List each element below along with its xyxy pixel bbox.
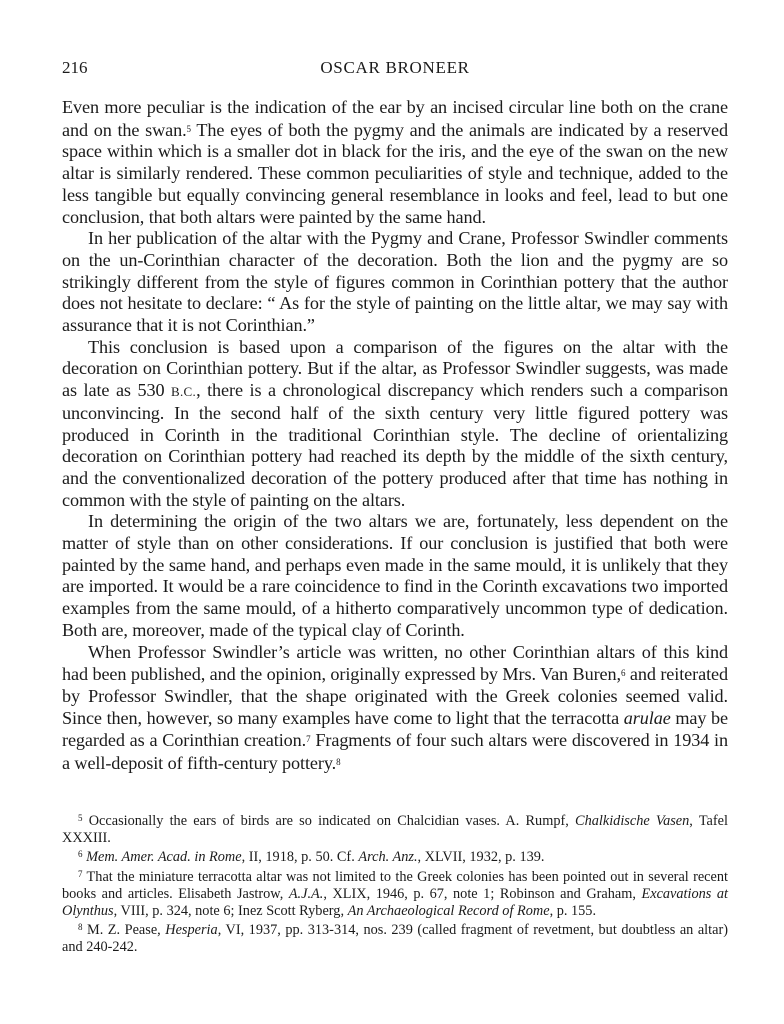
page-number: 216 (62, 58, 88, 77)
footnote-number: 8 (78, 922, 83, 933)
footnote-text: That the miniature terracotta altar was not limited to the Greek colonies has been pointed out in several recent books and articles. Elisabeth Jastrow, (62, 869, 728, 902)
footnote-number: 6 (78, 849, 83, 860)
footnote-8 (62, 919, 728, 955)
footnote-italic: A.J.A. (288, 885, 324, 902)
footnote-ref-5: 5 (186, 123, 191, 134)
footnote-text: , VI, 1937, pp. 313-314, nos. 239 (called fragment of revetment, but doubtless an altar) and 240-242. (62, 922, 728, 955)
paragraph-text: The eyes of both the pygmy and the animals are indicated by a reserved space within which is a smaller dot in black for the iris, and the eye of the swan on the new altar is similarly rendered. These common peculiarities of style and technique, added to the less tangible but equally convincing general resemblance in looks and feel, lead to but one conclusion, that both altars were painted by the same hand. (62, 119, 728, 227)
footnote-6 (62, 846, 728, 866)
footnote-text: , VIII, p. 324, note 6; Inez Scott Ryberg, (113, 902, 348, 919)
era-abbreviation: B.C. (171, 384, 197, 400)
footnote-text: , XLVII, 1932, p. 139. (417, 849, 545, 866)
footnote-italic: Excavations at Olynthus (62, 885, 729, 919)
footnote-text: , II, 1918, p. 50. Cf. (241, 849, 359, 866)
italic-term: arulae (623, 707, 671, 728)
paragraph-text: Even more peculiar is the indication of the ear by an incised circular line both on the crane and on the swan. (62, 97, 728, 140)
paragraph-4: In determining the origin of the two altars we are, fortunately, less dependent on the matter of style than on other considerations. If our conclusion is justified that both were painted by the same hand, and perhaps even made in the same mould, it is unlikely that they are imported. It would be a rare coincidence to find in the Corinth excavations two imported examples from the same mould, of a hitherto comparatively uncommon type of dedication. Both are, moreover, made of the typical clay of Corinth. (62, 511, 728, 640)
footnote-italic: Arch. Anz. (358, 849, 418, 866)
paragraph-3 (62, 337, 728, 512)
paragraph-text: When Professor Swindler’s article was written, no other Corinthian altars of this kind had been published, and the opinion, originally expressed by Mrs. Van Buren, (62, 641, 728, 685)
footnote-ref-7: 7 (306, 734, 311, 745)
paragraph-1 (62, 97, 728, 228)
paragraph-text: and reiterated by Professor Swindler, that the shape originated with the Greek colonies seemed valid. Since then, however, so many examples have come to light that the terracotta (62, 664, 728, 728)
footnote-number: 7 (78, 869, 83, 880)
footnotes (62, 810, 728, 956)
footnote-7 (62, 866, 728, 919)
footnote-text: , Tafel XXXIII. (62, 813, 728, 846)
footnote-text: Occasionally the ears of birds are so indicated on Chalcidian vases. A. Rumpf, (82, 813, 576, 829)
footnote-text: M. Z. Pease, (82, 922, 166, 939)
footnote-italic: Chalkidische Vasen (575, 813, 690, 829)
footnote-italic: Mem. Amer. Acad. in Rome (82, 849, 242, 866)
footnote-text: , p. 155. (549, 902, 597, 919)
running-head: OSCAR BRONEER (320, 58, 470, 77)
page-header (62, 58, 728, 82)
footnote-italic: Hesperia (165, 922, 218, 939)
footnote-italic: An Archaeological Record of Rome (347, 902, 550, 919)
paragraph-text: This conclusion is based upon a comparison of the figures on the altar with the decoration on Corinthian pottery. But if the altar, as Professor Swindler suggests, was made as late as 530 (62, 336, 728, 401)
footnote-ref-6: 6 (620, 668, 626, 679)
body-text (62, 97, 728, 775)
footnote-text: , XLIX, 1946, p. 67, note 1; Robinson and Graham, (323, 885, 642, 902)
paragraph-text: may be regarded as a Corinthian creation. (62, 707, 729, 751)
paragraph-text: Fragments of four such altars were discovered in 1934 in a well-deposit of fifth-century pottery. (62, 730, 729, 774)
paragraph-2: In her publication of the altar with the Pygmy and Crane, Professor Swindler comments on the un-Corinthian character of the decoration. Both the lion and the pygmy are so strikingly different from the style of figures common in Corinthian pottery that the author does not hesitate to declare: “ As for the style of painting on the little altar, we may say with assurance that it is not Corinthian.” (62, 228, 728, 336)
footnote-number: 5 (78, 813, 83, 823)
footnote-5 (62, 810, 728, 846)
footnote-ref-8: 8 (336, 757, 341, 768)
paragraph-text: , there is a chronological discrepancy which renders such a comparison unconvincing. In the second half of the sixth century very little figured pottery was produced in Corinth in the traditional Corinthian style. The decline of orientalizing decoration on Corinthian pottery had reached its depth by the middle of the sixth century, and the conventionalized decoration of the pottery produced after that time has nothing in common with the style of painting on the altars. (62, 380, 728, 510)
paragraph-5 (62, 642, 728, 775)
